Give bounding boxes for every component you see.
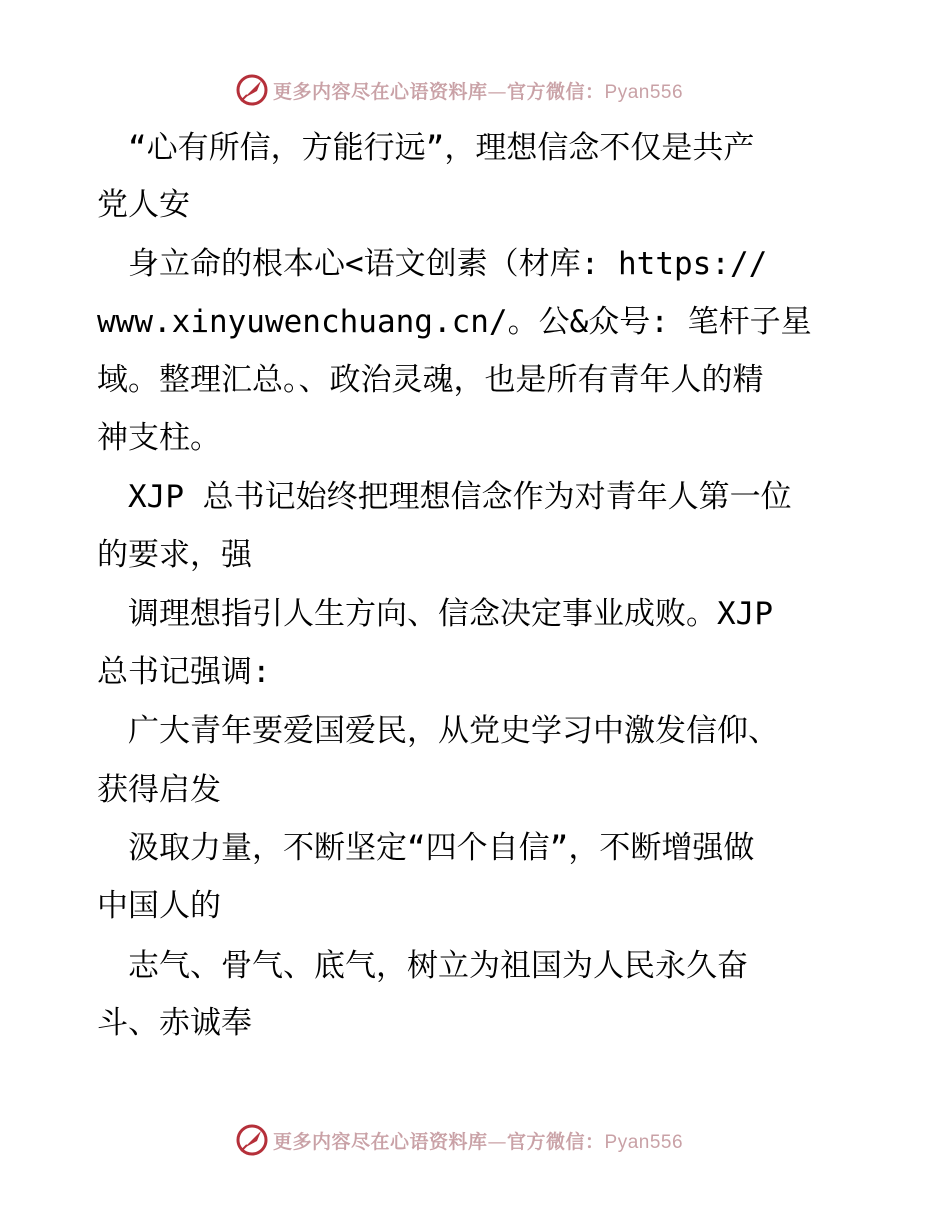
text-line: 域。整理汇总。、政治灵魂，也是所有青年人的精	[97, 362, 764, 398]
text-line: 党人安	[97, 187, 190, 223]
text-line: 斗、赤诚奉	[97, 1005, 252, 1041]
banner-site-text: 更多内容尽在心语资料库	[273, 1130, 488, 1153]
text-line: 志气、骨气、底气，树立为祖国为人民永久奋	[97, 948, 748, 984]
text-line: 总书记强调:	[97, 654, 271, 690]
text-line: “心有所信，方能行远”，理想信念不仅是共产	[97, 130, 755, 166]
banner-dash: —	[487, 80, 508, 103]
text-line: 广大青年要爱国爱民，从党史学习中激发信仰、	[97, 713, 779, 749]
banner-wechat-label: 官方微信：	[507, 1130, 605, 1153]
banner-wechat-id: Pyan556	[604, 1131, 684, 1153]
banner-dash: —	[487, 1130, 508, 1153]
text-line: 中国人的	[97, 888, 221, 924]
banner-wechat-id: Pyan556	[604, 81, 684, 103]
text-line: www.xinyuwenchuang.cn/。公&众号: 笔杆子星	[97, 304, 812, 340]
text-line: 的要求，强	[97, 537, 252, 573]
text-line: XJP 总书记始终把理想信念作为对青年人第一位	[97, 479, 792, 515]
banner-site-text: 更多内容尽在心语资料库	[273, 80, 488, 103]
quill-logo-icon	[235, 1123, 269, 1157]
text-line: 神支柱。	[97, 420, 221, 456]
banner-text	[273, 1127, 683, 1154]
banner-wechat-label: 官方微信：	[507, 80, 605, 103]
footer-banner	[235, 1120, 683, 1160]
text-line: 身立命的根本心<语文创素（材库: https://	[97, 246, 768, 282]
text-line: 汲取力量，不断坚定“四个自信”，不断增强做	[97, 830, 755, 866]
text-line: 调理想指引人生方向、信念决定事业成败。XJP	[97, 596, 773, 632]
text-line: 获得启发	[97, 772, 221, 808]
